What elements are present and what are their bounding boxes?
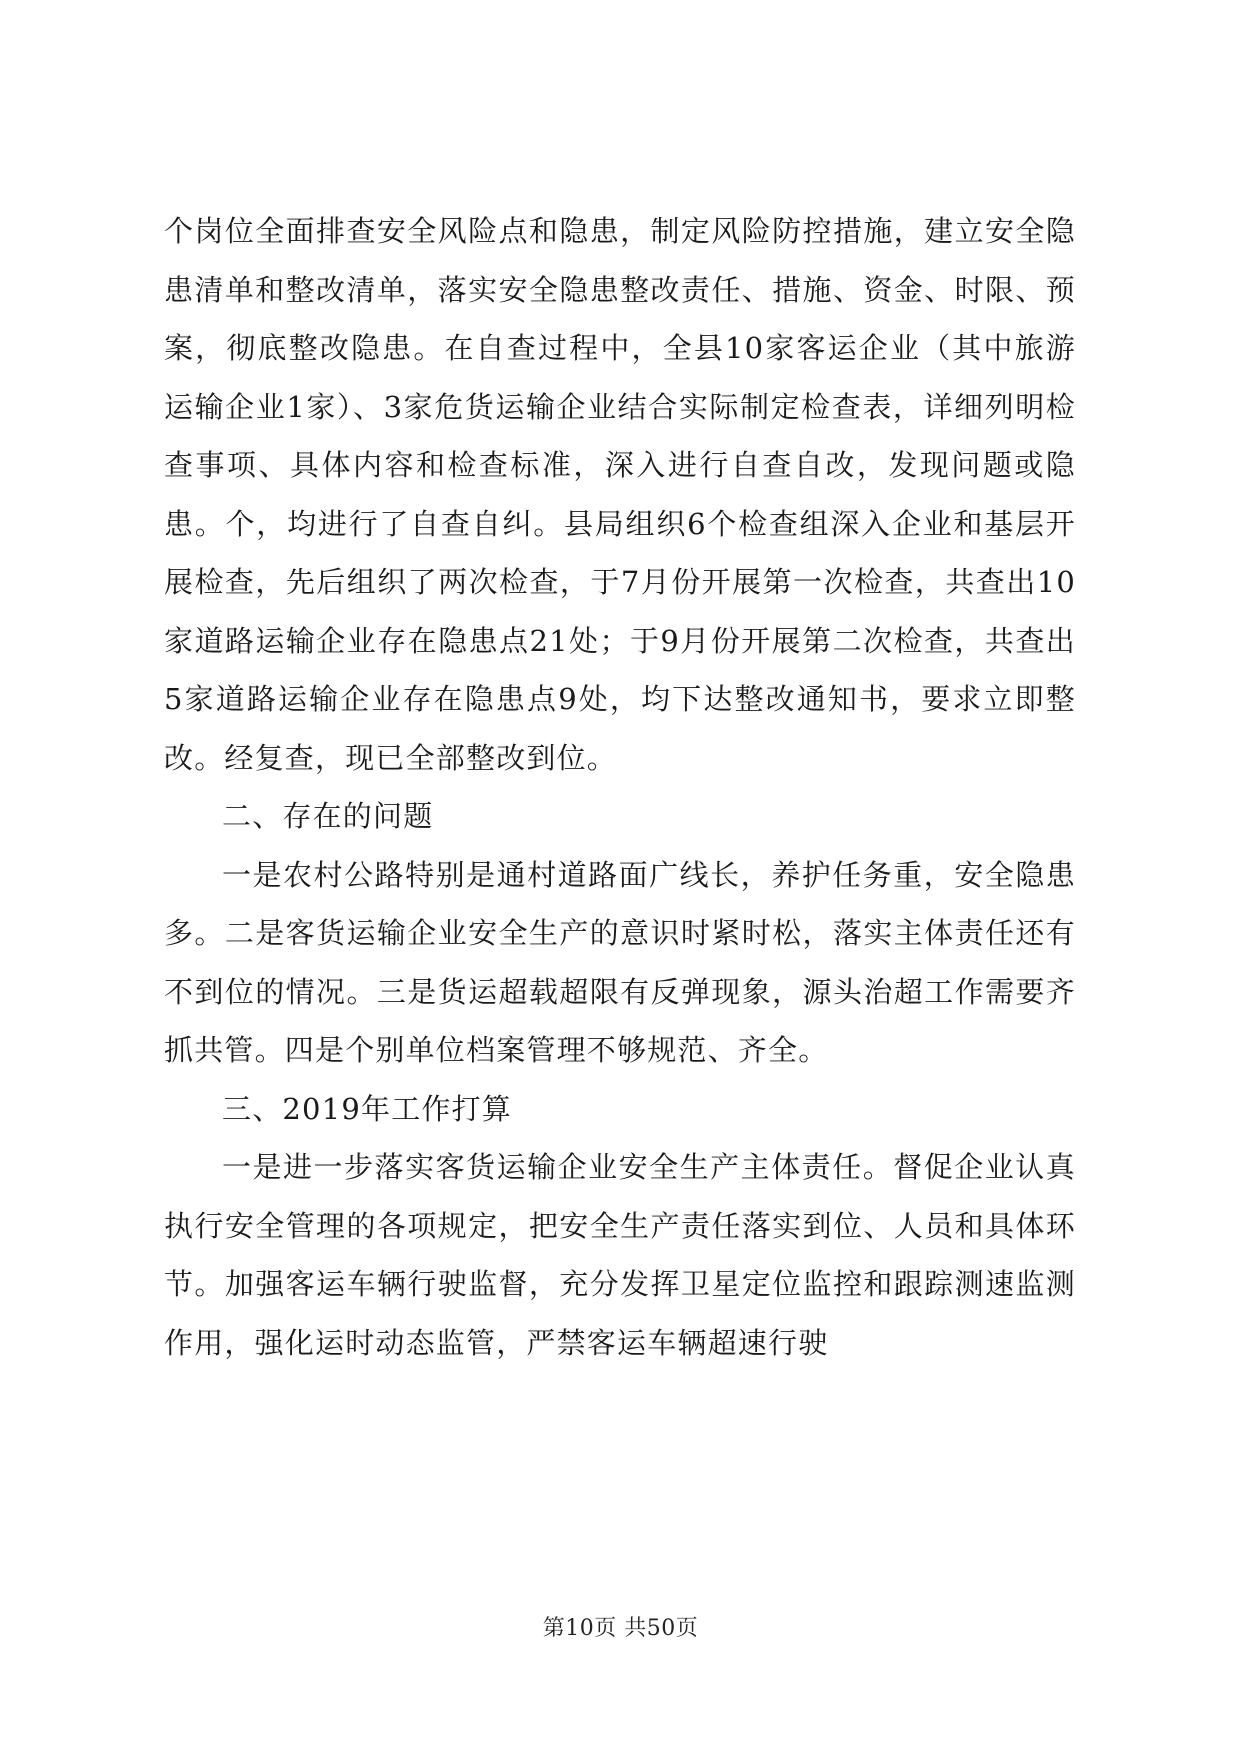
section-heading-plan: 三、2019年工作打算 [222, 1091, 513, 1126]
paragraph-plan: 一是进一步落实客货运输企业安全生产主体责任。督促企业认真执行安全管理的各项规定，把安全生产责任落实到位、人员和具体环节。加强客运车辆行驶监督，充分发挥卫星定位监控和跟踪测速监测作用，强化运时动态监管，严禁客运车辆超速行驶 [164, 1150, 1076, 1360]
page-number-footer: 第10页 共50页 [542, 1616, 699, 1641]
paragraph-continuation: 个岗位全面排查安全风险点和隐患，制定风险防控措施，建立安全隐患清单和整改清单，落实安全隐患整改责任、措施、资金、时限、预案，彻底整改隐患。在自查过程中，全县10家客运企业（其中旅游运输企业1家）、3家危货运输企业结合实际制定检查表，详细列明检查事项、具体内容和检查标准，深入进行自查自改，发现问题或隐患。个，均进行了自查自纠。县局组织6个检查组深入企业和基层开展检查，先后组织了两次检查，于7月份开展第一次检查，共查出10家道路运输企业存在隐患点21处；于9月份开展第二次检查，共查出5家道路运输企业存在隐患点9处，均下达整改通知书，要求立即整改。经复查，现已全部整改到位。 [164, 214, 1076, 775]
paragraph-problems: 一是农村公路特别是通村道路面广线长，养护任务重，安全隐患多。二是客货运输企业安全生产的意识时紧时松，落实主体责任还有不到位的情况。三是货运超载超限有反弹现象，源头治超工作需要齐抓共管。四是个别单位档案管理不够规范、齐全。 [164, 857, 1076, 1067]
document-body [164, 202, 1076, 1372]
section-heading-problems: 二、存在的问题 [222, 799, 434, 833]
